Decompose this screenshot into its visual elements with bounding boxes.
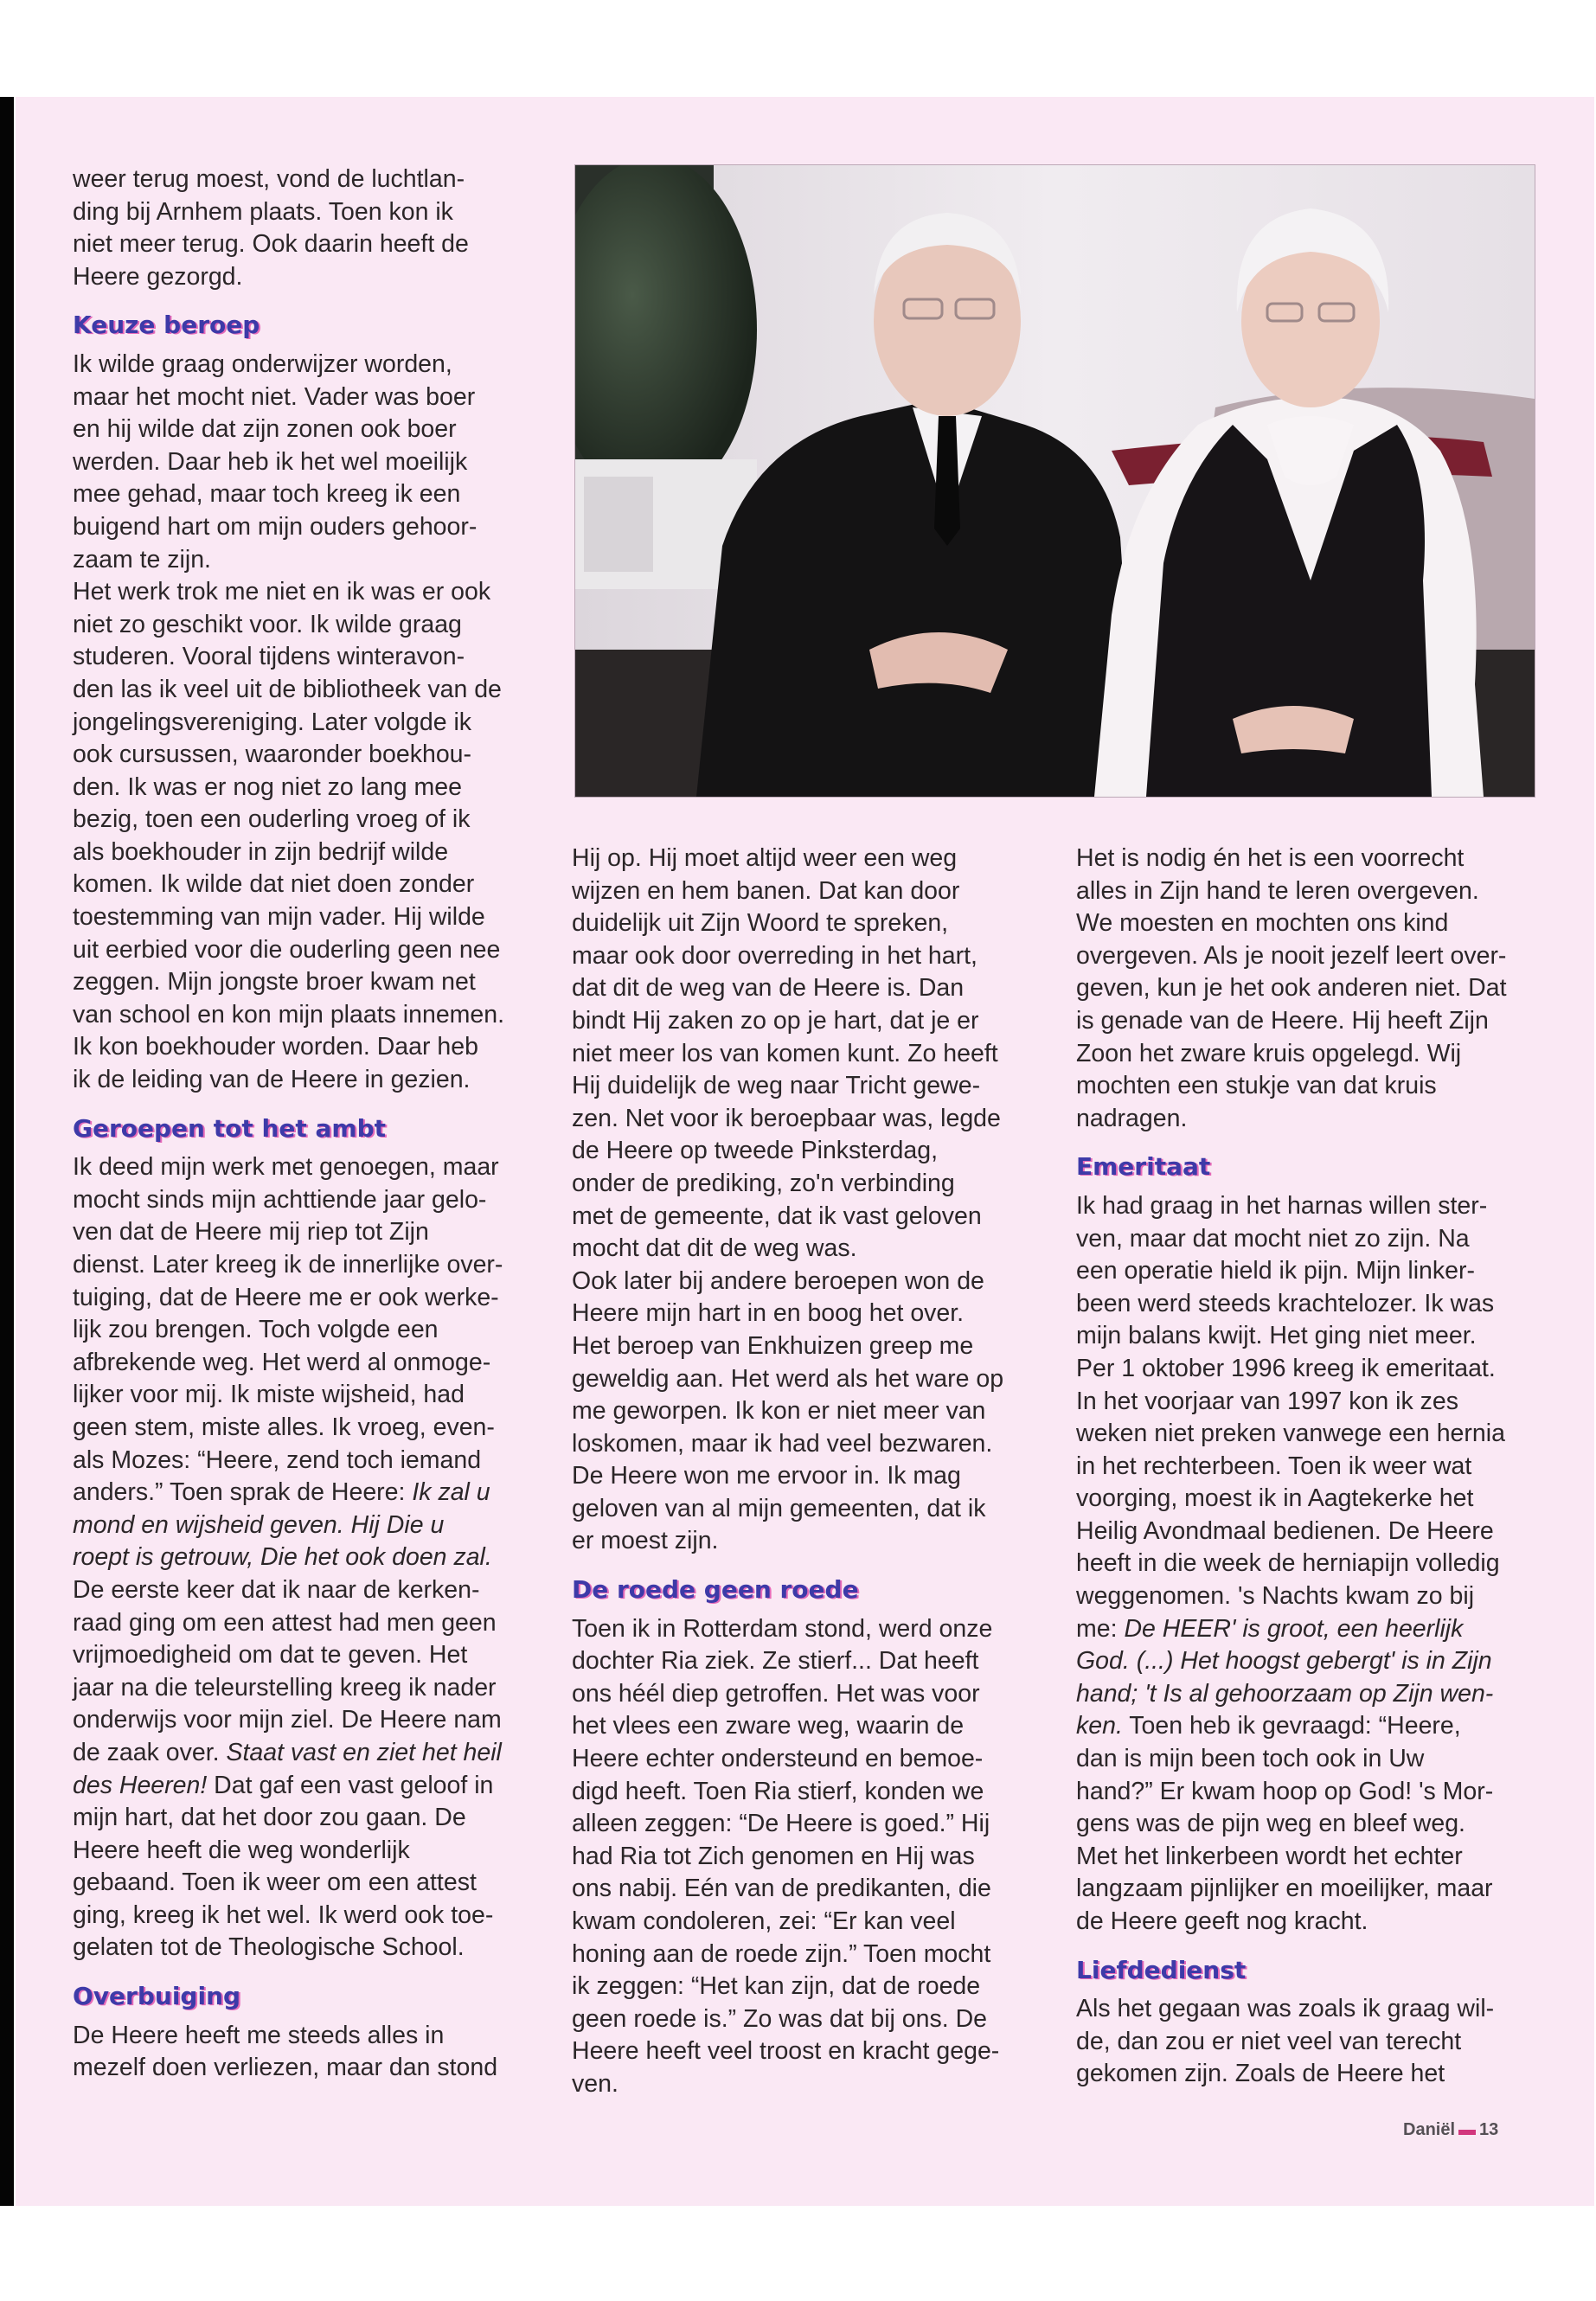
text-line: voorging, moest ik in Aagtekerke het <box>1076 1484 1474 1513</box>
text-line: Ook later bij andere beroepen won de <box>572 1266 984 1295</box>
text-line: Heere echter ondersteund en bemoe- <box>572 1745 984 1773</box>
text-line: Heere heeft die weg wonderlijk <box>73 1836 410 1864</box>
text-line: In het voorjaar van 1997 kon ik zes <box>1076 1387 1459 1415</box>
text-line: mijn balans kwijt. Het ging niet meer. <box>1076 1322 1477 1350</box>
section-heading-liefdedienst: Liefdedienst <box>1076 1955 1247 1984</box>
section-heading-geroepen: Geroepen tot het ambt <box>73 1113 387 1143</box>
text-line: lijk zou brengen. Toch volgde een <box>73 1316 439 1344</box>
magazine-name: Daniël <box>1403 2120 1456 2139</box>
text-line: Ik wilde graag onderwijzer worden, <box>73 349 452 378</box>
text-line: Per 1 oktober 1996 kreeg ik emeritaat. <box>1076 1354 1496 1382</box>
text-line: jongelingsvereniging. Later volgde ik <box>73 708 472 736</box>
text-line: De eerste keer dat ik naar de kerken- <box>73 1575 480 1604</box>
text-line: werden. Daar heb ik het wel moeilijk <box>73 447 468 476</box>
text-line: geloven van al mijn gemeenten, dat ik <box>572 1494 986 1522</box>
arrow-icon: ▬ <box>1458 2120 1477 2139</box>
text-line: Hij op. Hij moet altijd weer een weg <box>572 844 958 872</box>
column-3 <box>1076 843 1543 2091</box>
text-line: heeft in die week de herniapijn volledig <box>1076 1549 1500 1578</box>
text-line: uit eerbied voor die ouderling geen nee <box>73 935 501 964</box>
text-line: jaar na die teleurstelling kreeg ik nader <box>73 1673 497 1702</box>
text-line: Ik had graag in het harnas willen ster- <box>1076 1191 1488 1220</box>
text-line: Het werk trok me niet en ik was er ook <box>73 578 491 606</box>
text-line: lijker voor mij. Ik miste wijsheid, had <box>73 1381 465 1409</box>
column-1 <box>73 163 540 2085</box>
text-line: Heere gezorgd. <box>73 262 243 291</box>
text-line: langzaam pijnlijker en moeilijker, maar <box>1076 1875 1493 1903</box>
text-line: komen. Ik wilde dat niet doen zonder <box>73 870 475 899</box>
text-line: Heilig Avondmaal bedienen. De Heere <box>1076 1516 1494 1545</box>
paragraph <box>1076 843 1543 1135</box>
text-line: onderwijs voor mijn ziel. De Heere nam <box>73 1706 502 1734</box>
text-line: ding bij Arnhem plaats. Toen kon ik <box>73 197 453 226</box>
text-line: dat dit de weg van de Heere is. Dan <box>572 974 965 1003</box>
text-line: geen stem, miste alles. Ik vroeg, even- <box>73 1413 495 1441</box>
text-line: geven, kun je het ook anderen niet. Dat <box>1076 974 1507 1003</box>
text-line: Toen ik in Rotterdam stond, werd onze <box>572 1614 993 1643</box>
text-line: mezelf doen verliezen, maar dan stond <box>73 2054 498 2082</box>
text-line: Met het linkerbeen wordt het echter <box>1076 1842 1463 1870</box>
paragraph: Ik had graag in het harnas willen ster- ven, maar dat mocht niet zo zijn. Na een operatie hield ik pijn. Mijn linker- been werd steeds krachtelozer. Ik was mijn balans kwijt. Het ging niet meer. Per 1 oktober 1996 kreeg ik emeritaat. In het voorjaar van 1997 kon ik zes weken niet preken vanwege een hernia in het rechterbeen. Toen ik weer wat voorging, moest ik in Aagtekerke het Heilig Avondmaal bedienen. De Heere heeft in die week de herniapijn volledig weggenomen. 's Nachts kwam zo bij me: De HEER' is groot, een heerlijk God. (...) Het hoogst gebergt' is in Zijn hand; 't Is al gehoorzaam op Zijn wen- ken. Toen heb ik gevraagd: “Heere, dan is mijn been toch ook in Uw hand?” Er kwam hoop op God! 's Mor- gens was de pijn weg en bleef weg. Met het linkerbeen wordt het echter langzaam pijnlijker en moeilijker, maar de Heere geeft nog kracht. <box>1076 1191 1505 1935</box>
text-line: den. Ik was er nog niet zo lang mee <box>73 772 462 801</box>
text-line: nadragen. <box>1076 1104 1188 1132</box>
text-line: Heere mijn hart in en boog het over. <box>572 1299 965 1328</box>
text-line: gens was de pijn weg en bleef weg. <box>1076 1810 1465 1838</box>
text-line: bezig, toen een ouderling vroeg of ik <box>73 805 471 834</box>
text-line: buigend hart om mijn ouders gehoor- <box>73 512 478 541</box>
text-line: dochter Ria ziek. Ze stierf... Dat heeft <box>572 1647 979 1676</box>
text-line: de Heere geeft nog kracht. <box>1076 1907 1368 1935</box>
text-line: Heere heeft veel troost en kracht gege- <box>572 2037 1000 2066</box>
text-line: maar ook door overreding in het hart, <box>572 941 977 970</box>
text-line: ven, maar dat mocht niet zo zijn. Na <box>1076 1224 1470 1253</box>
text-line: ik de leiding van de Heere in gezien. <box>73 1066 471 1094</box>
text-line: Zoon het zware kruis opgelegd. Wij <box>1076 1039 1462 1067</box>
text-line: is genade van de Heere. Hij heeft Zijn <box>1076 1006 1489 1035</box>
text-line: toestemming van mijn vader. Hij wilde <box>73 903 485 932</box>
text-line: een operatie hield ik pijn. Mijn linker- <box>1076 1257 1475 1285</box>
text-line: bindt Hij zaken zo op je hart, dat je er <box>572 1006 979 1035</box>
text-line: weggenomen. 's Nachts kwam zo bij <box>1076 1582 1475 1611</box>
text-line: weer terug moest, vond de luchtlan- <box>73 165 465 193</box>
page-number: 13 <box>1479 2120 1499 2139</box>
text-line: duidelijk uit Zijn Woord te spreken, <box>572 909 949 938</box>
page-edge-bar <box>0 97 14 2206</box>
text-line: mee gehad, maar toch kreeg ik een <box>73 480 461 509</box>
text-line: en hij wilde dat zijn zonen ook boer <box>73 415 457 444</box>
text-line: zen. Net voor ik beroepbaar was, legde <box>572 1104 1001 1132</box>
text-line: geweldig aan. Het werd als het ware op <box>572 1364 1004 1393</box>
text-line: Als het gegaan was zoals ik graag wil- <box>1076 1995 1495 2023</box>
text-line: digd heeft. Toen Ria stierf, konden we <box>572 1777 984 1805</box>
text-line: zeggen. Mijn jongste broer kwam net <box>73 968 476 997</box>
text-line: geen roede is.” Zo was dat bij ons. De <box>572 2004 988 2033</box>
text-line: Hij duidelijk de weg naar Tricht gewe- <box>572 1072 981 1100</box>
text-line: maar het mocht niet. Vader was boer <box>73 382 476 411</box>
text-line: het vlees een zware weg, waarin de <box>572 1712 965 1740</box>
paragraph <box>572 843 1039 1558</box>
text-line: De Heere heeft me steeds alles in <box>73 2021 445 2049</box>
text-line: dan is mijn been toch ook in Uw <box>1076 1745 1425 1773</box>
text-line: We moesten en mochten ons kind <box>1076 909 1449 938</box>
text-line: De Heere won me ervoor in. Ik mag <box>572 1462 961 1490</box>
text-line: me geworpen. Ik kon er niet meer van <box>572 1397 986 1426</box>
paragraph <box>73 349 540 1097</box>
text-line: studeren. Vooral tijdens winteravon- <box>73 643 465 671</box>
text-line: den las ik veel uit de bibliotheek van de <box>73 675 502 703</box>
text-line: wijzen en hem banen. Dat kan door <box>572 876 960 905</box>
text-line: ik zeggen: “Het kan zijn, dat de roede <box>572 1972 981 2001</box>
text-line: Het is nodig én het is een voorrecht <box>1076 844 1465 872</box>
text-line: ook cursussen, waaronder boekhou- <box>73 740 472 769</box>
column-2 <box>572 843 1039 2101</box>
text-line: vrijmoedigheid om dat te geven. Het <box>73 1641 468 1670</box>
text-line: raad ging om een attest had men geen <box>73 1608 497 1637</box>
paragraph: Ik deed mijn werk met genoegen, maar mocht sinds mijn achttiende jaar gelo- ven dat de Heere mij riep tot Zijn dienst. Later kreeg ik de innerlijke over- tuiging, dat de Heere me er ook werke- lijk zou brengen. Toch volgde een afbrekende weg. Het werd al onmoge- lijker voor mij. Ik miste wijsheid, had geen stem, miste alles. Ik vroeg, even- als Mozes: “Heere, zend toch iemand anders.” Toen sprak de Heere: Ik zal u mond en wijsheid geven. Hij Die u roept is getrouw, Die het ook doen zal. De eerste keer dat ik naar de kerken- raad ging om een attest had men geen vrijmoedigheid om dat te geven. Het jaar na die teleurstelling kreeg ik nader onderwijs voor mijn ziel. De Heere nam de zaak over. Staat vast en ziet het heil des Heeren! Dat gaf een vast geloof in mijn hart, dat het door zou gaan. De Heere heeft die weg wonderlijk gebaand. Toen ik weer om een attest ging, kreeg ik het wel. Ik werd ook toe- gelaten tot de Theologische School. <box>73 1153 503 1962</box>
text-line: alleen zeggen: “De Heere is goed.” Hij <box>572 1810 990 1838</box>
paragraph <box>73 163 540 293</box>
text-line: gekomen zijn. Zoals de Heere het <box>1076 2060 1445 2088</box>
text-line: alles in Zijn hand te leren overgeven. <box>1076 876 1479 905</box>
text-line: afbrekende weg. Het werd al onmoge- <box>73 1348 491 1376</box>
text-line: ven dat de Heere mij riep tot Zijn <box>73 1218 429 1247</box>
text-line: been werd steeds krachtelozer. Ik was <box>1076 1289 1495 1317</box>
text-line: overgeven. Als je nooit jezelf leert over- <box>1076 941 1507 970</box>
paragraph <box>73 2020 540 2085</box>
section-heading-emeritaat: Emeritaat <box>1076 1152 1211 1182</box>
text-line: niet meer los van komen kunt. Zo heeft <box>572 1039 998 1067</box>
text-line: mijn hart, dat het door zou gaan. De <box>73 1804 466 1832</box>
text-line: niet meer terug. Ook daarin heeft de <box>73 230 469 259</box>
page-footer <box>1403 2120 1498 2140</box>
text-line: van school en kon mijn plaats innemen. <box>73 1000 505 1029</box>
text-line: ons héél diep getroffen. Het was voor <box>572 1679 980 1708</box>
paragraph <box>1076 1993 1543 2091</box>
text-line: mocht sinds mijn achttiende jaar gelo- <box>73 1185 487 1214</box>
text-line: hand?” Er kwam hoop op God! 's Mor- <box>1076 1777 1494 1805</box>
text-line: kwam condoleren, zei: “Er kan veel <box>572 1907 956 1935</box>
text-line: onder de prediking, zo'n verbinding <box>572 1169 955 1197</box>
section-heading-de-roede: De roede geen roede <box>572 1575 859 1605</box>
text-line: Ik deed mijn werk met genoegen, maar <box>73 1153 499 1182</box>
text-line: Ik kon boekhouder worden. Daar heb <box>73 1033 478 1061</box>
text-line: ging, kreeg ik het wel. Ik werd ook toe- <box>73 1900 494 1929</box>
text-line: mocht dat dit de weg was. <box>572 1234 857 1263</box>
text-line: niet zo geschikt voor. Ik wilde graag <box>73 610 462 638</box>
text-line: de, dan zou er niet veel van terecht <box>1076 2027 1462 2055</box>
text-line: ons nabij. Eén van de predikanten, die <box>572 1875 991 1903</box>
text-line: zaam te zijn. <box>73 545 211 574</box>
text-line: dienst. Later kreeg ik de innerlijke over- <box>73 1251 503 1279</box>
text-line: had Ria tot Zich genomen en Hij was <box>572 1842 975 1870</box>
section-heading-keuze-beroep: Keuze beroep <box>73 311 260 340</box>
text-line: als boekhouder in zijn bedrijf wilde <box>73 837 449 866</box>
text-line: weken niet preken vanwege een hernia <box>1076 1420 1505 1448</box>
text-line: mochten een stukje van dat kruis <box>1076 1072 1437 1100</box>
text-line: in het rechterbeen. Toen ik weer wat <box>1076 1452 1472 1480</box>
photo-elderly-couple <box>574 164 1535 798</box>
text-line: ven. <box>572 2069 619 2098</box>
text-line: honing aan de roede zijn.” Toen mocht <box>572 1939 991 1968</box>
text-line: er moest zijn. <box>572 1527 719 1555</box>
paragraph <box>572 1613 1039 2101</box>
text-line: tuiging, dat de Heere me er ook werke- <box>73 1283 499 1311</box>
text-line: Het beroep van Enkhuizen greep me <box>572 1331 974 1360</box>
text-line: loskomen, maar ik had veel bezwaren. <box>572 1429 993 1458</box>
text-line: gelaten tot de Theologische School. <box>73 1933 465 1962</box>
text-line: gebaand. Toen ik weer om een attest <box>73 1868 477 1897</box>
text-line: de Heere op tweede Pinksterdag, <box>572 1137 939 1165</box>
text-line: met de gemeente, dat ik vast geloven <box>572 1202 982 1230</box>
section-heading-overbuiging: Overbuiging <box>73 1982 241 2011</box>
